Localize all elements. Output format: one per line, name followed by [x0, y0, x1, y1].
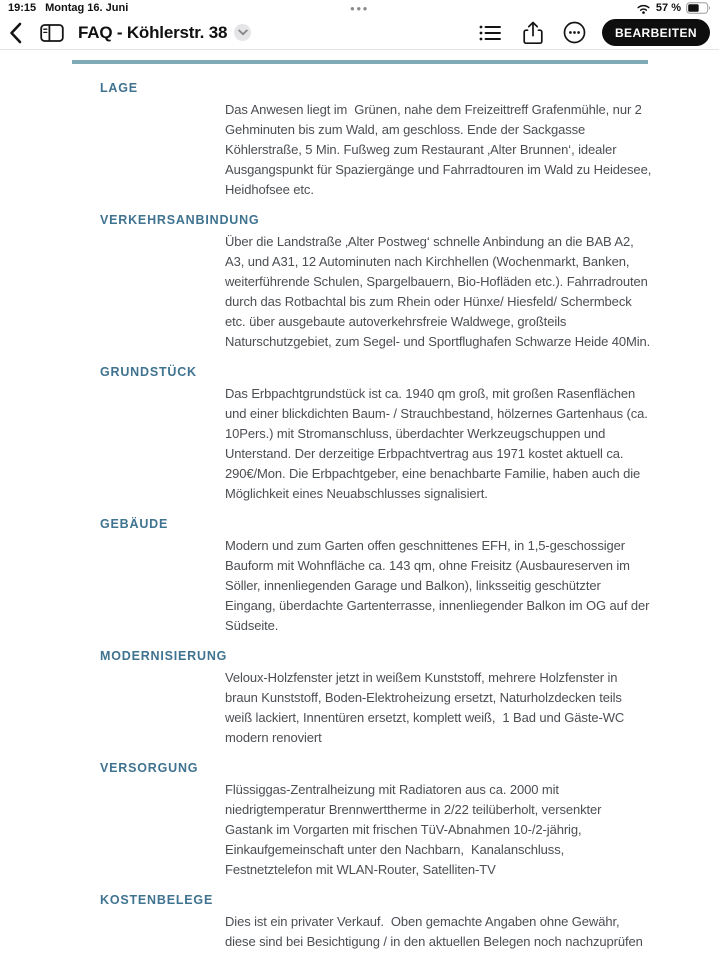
document-section [0, 893, 719, 952]
section-body-text: Veloux-Holzfenster jetzt in weißem Kunststoff, mehrere Holzfenster in braun Kunststoff, Boden-Elektroheizung ersetzt, Naturholzdecken teils weiß lackiert, Innentüren ersetzt, komplett weiß, 1 Bad und Gäste-WC modern renoviert [225, 670, 628, 745]
section-heading: VERKEHRSANBINDUNG [100, 213, 260, 227]
ellipsis-dots-icon: ●●● [350, 4, 369, 13]
section-body-text: Das Erbpachtgrundstück ist ca. 1940 qm groß, mit großen Rasenflächen und einer blickdichten Baum- / Strauchbestand, hölzernes Gartenhaus (ca. 10Pers.) mit Stromanschluss, überdachter Werkzeugschuppen und Unterstand. Der derzeitige Erbpachtvertrag aus 1971 kostet aktuell ca. 290€/Mon. Die Erbpachtgeber, eine benachbarte Familie, haben auch die Möglichkeit eines Neuabschlusses signalisiert. [225, 386, 652, 501]
toolbar [0, 16, 719, 50]
document-section [0, 649, 719, 748]
section-heading: GRUNDSTÜCK [100, 365, 197, 379]
section-body-text: Das Anwesen liegt im Grünen, nahe dem Freizeittreff Grafenmühle, nur 2 Gehminuten bis zum Wald, am geschloss. Ende der Sackgasse Köhlerstraße, 5 Min. Fußweg zum Restaurant ‚Alter Brunnen‘, idealer Ausgangspunkt für Spaziergänge und Fahrradtouren im Wald zu Heidesee, Heidhofsee etc. [225, 102, 655, 197]
document-sections [0, 64, 719, 952]
back-button[interactable] [9, 22, 22, 44]
document-section [0, 365, 719, 504]
sidebar-toggle-button[interactable] [40, 23, 64, 43]
section-body-text: Über die Landstraße ‚Alter Postweg‘ schnelle Anbindung an die BAB A2, A3, und A31, 12 Autominuten nach Kirchhellen (Wochenmarkt, Banken, weiterführende Schulen, Spargelbauern, Bio-Hofläden etc.). Fahrradrouten durch das Rotbachtal bis zum Rhein oder Hünxe/ Hiesfeld/ Schermbeck etc. über ausgebaute autoverkehrsfreie Waldwege, großteils Naturschutzgebiet, zum Segel- und Sportflughafen Schwarze Heide 40Min. [225, 234, 652, 349]
section-heading: GEBÄUDE [100, 517, 169, 531]
status-time: 19:15 [8, 2, 37, 14]
view-options-button[interactable] [479, 24, 501, 42]
wifi-icon [636, 3, 651, 14]
document-section [0, 761, 719, 880]
share-button[interactable] [523, 21, 543, 45]
battery-percent-label: 57 % [655, 2, 681, 14]
edit-button[interactable]: BEARBEITEN [602, 19, 710, 46]
more-options-button[interactable] [563, 21, 586, 44]
section-heading: LAGE [100, 81, 138, 95]
section-body-text: Dies ist ein privater Verkauf. Oben gemachte Angaben ohne Gewähr, diese sind bei Besichtigung / in den aktuellen Belegen noch nachzuprüfen [225, 914, 643, 949]
document-page [0, 50, 719, 952]
section-body-text: Flüssiggas-Zentralheizung mit Radiatoren aus ca. 2000 mit niedrigtemperatur Brennwerttherme in 2/22 teilüberholt, versenkter Gastank im Vorgarten mit frischen TüV-Abnahmen 10-/2-jährig, Einkaufgemeinschaft unter den Nachbarn, Kanalanschluss, Festnetztelefon mit WLAN-Router, Satelliten-TV [225, 782, 605, 877]
section-heading: KOSTENBELEGE [100, 893, 214, 907]
status-bar [0, 0, 719, 16]
document-section [0, 81, 719, 200]
section-body-text: Modern und zum Garten offen geschnittenes EFH, in 1,5-geschossiger Bauform mit Wohnfläche ca. 143 qm, ohne Freisitz (Ausbaureserven im Söller, innenliegenden Garage und Balkon), linksseitig geschützter Eingang, überdachte Gartenterrasse, innenliegender Balkon im OG auf der Südseite. [225, 538, 653, 633]
chevron-down-icon[interactable] [234, 24, 251, 41]
document-title-group[interactable] [78, 23, 251, 43]
section-heading: MODERNISIERUNG [100, 649, 228, 663]
battery-icon [686, 2, 711, 14]
section-heading: VERSORGUNG [100, 761, 199, 775]
document-section [0, 213, 719, 352]
document-section [0, 517, 719, 636]
document-title: FAQ - Köhlerstr. 38 [78, 22, 228, 42]
status-date: Montag 16. Juni [45, 2, 129, 14]
